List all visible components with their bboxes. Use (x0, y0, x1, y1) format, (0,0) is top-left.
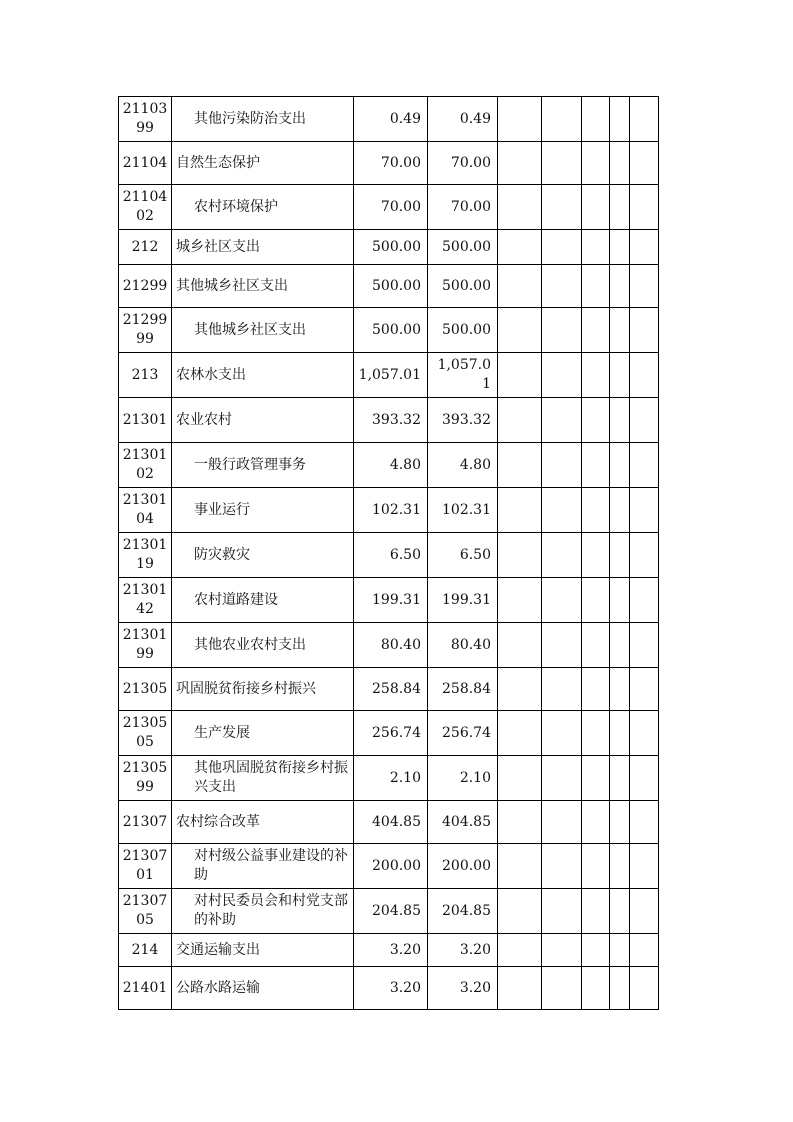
amount-cell: 256.74 (354, 711, 428, 756)
amount-cell: 70.00 (428, 142, 498, 185)
amount-cell: 258.84 (354, 668, 428, 711)
empty-cell (582, 844, 610, 889)
empty-cell (498, 711, 542, 756)
empty-cell (498, 308, 542, 353)
empty-cell (498, 353, 542, 398)
empty-cell (630, 801, 659, 844)
empty-cell (582, 533, 610, 578)
amount-cell: 70.00 (428, 185, 498, 230)
amount-cell: 199.31 (354, 578, 428, 623)
amount-cell: 200.00 (354, 844, 428, 889)
table-row (119, 265, 659, 308)
empty-cell (610, 801, 630, 844)
amount-cell: 80.40 (428, 623, 498, 668)
account-name-cell: 其他城乡社区支出 (172, 308, 354, 353)
account-code-cell: 21104 (119, 142, 172, 185)
account-code-cell: 213 (119, 353, 172, 398)
table-row (119, 398, 659, 443)
empty-cell (542, 443, 582, 488)
amount-cell: 70.00 (354, 185, 428, 230)
empty-cell (630, 265, 659, 308)
account-name-cell: 其他污染防治支出 (172, 97, 354, 142)
table-row (119, 756, 659, 801)
empty-cell (582, 443, 610, 488)
empty-cell (610, 533, 630, 578)
empty-cell (498, 97, 542, 142)
empty-cell (630, 443, 659, 488)
account-code-cell: 2130599 (119, 756, 172, 801)
empty-cell (542, 488, 582, 533)
empty-cell (630, 185, 659, 230)
empty-cell (610, 185, 630, 230)
amount-cell: 199.31 (428, 578, 498, 623)
table-row (119, 623, 659, 668)
empty-cell (542, 353, 582, 398)
empty-cell (498, 443, 542, 488)
empty-cell (498, 801, 542, 844)
empty-cell (498, 623, 542, 668)
empty-cell (610, 668, 630, 711)
amount-cell: 204.85 (354, 889, 428, 934)
empty-cell (630, 623, 659, 668)
empty-cell (542, 533, 582, 578)
empty-cell (498, 967, 542, 1010)
empty-cell (542, 398, 582, 443)
empty-cell (498, 488, 542, 533)
account-code-cell: 2110399 (119, 97, 172, 142)
amount-cell: 70.00 (354, 142, 428, 185)
account-code-cell: 21305 (119, 668, 172, 711)
empty-cell (498, 844, 542, 889)
amount-cell: 404.85 (428, 801, 498, 844)
empty-cell (542, 230, 582, 265)
empty-cell (610, 488, 630, 533)
empty-cell (582, 398, 610, 443)
empty-cell (542, 711, 582, 756)
table-row (119, 308, 659, 353)
table-row (119, 230, 659, 265)
empty-cell (498, 230, 542, 265)
empty-cell (498, 668, 542, 711)
account-name-cell: 一般行政管理事务 (172, 443, 354, 488)
empty-cell (630, 711, 659, 756)
amount-cell: 0.49 (428, 97, 498, 142)
amount-cell: 4.80 (428, 443, 498, 488)
empty-cell (630, 934, 659, 967)
empty-cell (542, 668, 582, 711)
empty-cell (610, 967, 630, 1010)
empty-cell (630, 308, 659, 353)
empty-cell (542, 889, 582, 934)
empty-cell (498, 934, 542, 967)
table-row (119, 967, 659, 1010)
account-code-cell: 2130505 (119, 711, 172, 756)
empty-cell (582, 230, 610, 265)
table-row (119, 443, 659, 488)
empty-cell (582, 668, 610, 711)
account-code-cell: 2129999 (119, 308, 172, 353)
empty-cell (498, 185, 542, 230)
account-code-cell: 214 (119, 934, 172, 967)
table-row (119, 844, 659, 889)
empty-cell (582, 711, 610, 756)
empty-cell (542, 578, 582, 623)
empty-cell (582, 967, 610, 1010)
account-name-cell: 事业运行 (172, 488, 354, 533)
empty-cell (498, 533, 542, 578)
empty-cell (630, 142, 659, 185)
empty-cell (610, 889, 630, 934)
empty-cell (582, 934, 610, 967)
account-name-cell: 巩固脱贫衔接乡村振兴 (172, 668, 354, 711)
empty-cell (630, 756, 659, 801)
empty-cell (610, 97, 630, 142)
table-row (119, 185, 659, 230)
account-name-cell: 农村环境保护 (172, 185, 354, 230)
amount-cell: 102.31 (428, 488, 498, 533)
account-code-cell: 2130199 (119, 623, 172, 668)
empty-cell (498, 265, 542, 308)
account-code-cell: 2130104 (119, 488, 172, 533)
amount-cell: 204.85 (428, 889, 498, 934)
empty-cell (610, 308, 630, 353)
empty-cell (582, 889, 610, 934)
account-name-cell: 防灾救灾 (172, 533, 354, 578)
account-code-cell: 21301 (119, 398, 172, 443)
budget-table (118, 96, 659, 1010)
empty-cell (582, 97, 610, 142)
empty-cell (542, 623, 582, 668)
account-name-cell: 城乡社区支出 (172, 230, 354, 265)
empty-cell (610, 443, 630, 488)
amount-cell: 1,057.01 (428, 353, 498, 398)
table-row (119, 711, 659, 756)
empty-cell (542, 142, 582, 185)
account-code-cell: 2130142 (119, 578, 172, 623)
account-code-cell: 2130102 (119, 443, 172, 488)
empty-cell (498, 756, 542, 801)
table-row (119, 353, 659, 398)
empty-cell (610, 353, 630, 398)
amount-cell: 258.84 (428, 668, 498, 711)
amount-cell: 500.00 (428, 308, 498, 353)
empty-cell (610, 398, 630, 443)
empty-cell (582, 353, 610, 398)
account-name-cell: 对村级公益事业建设的补助 (172, 844, 354, 889)
empty-cell (630, 668, 659, 711)
account-code-cell: 2130705 (119, 889, 172, 934)
account-name-cell: 交通运输支出 (172, 934, 354, 967)
empty-cell (630, 967, 659, 1010)
empty-cell (582, 578, 610, 623)
account-name-cell: 其他巩固脱贫衔接乡村振兴支出 (172, 756, 354, 801)
empty-cell (542, 801, 582, 844)
budget-table-body (119, 97, 659, 1010)
amount-cell: 6.50 (354, 533, 428, 578)
amount-cell: 80.40 (354, 623, 428, 668)
empty-cell (610, 230, 630, 265)
amount-cell: 500.00 (428, 265, 498, 308)
amount-cell: 102.31 (354, 488, 428, 533)
account-name-cell: 对村民委员会和村党支部的补助 (172, 889, 354, 934)
amount-cell: 1,057.01 (354, 353, 428, 398)
amount-cell: 256.74 (428, 711, 498, 756)
amount-cell: 200.00 (428, 844, 498, 889)
empty-cell (630, 889, 659, 934)
amount-cell: 393.32 (428, 398, 498, 443)
empty-cell (610, 623, 630, 668)
table-row (119, 668, 659, 711)
account-name-cell: 自然生态保护 (172, 142, 354, 185)
empty-cell (610, 711, 630, 756)
table-row (119, 97, 659, 142)
empty-cell (498, 578, 542, 623)
empty-cell (542, 265, 582, 308)
empty-cell (542, 97, 582, 142)
table-row (119, 142, 659, 185)
empty-cell (630, 353, 659, 398)
account-code-cell: 2130701 (119, 844, 172, 889)
table-row (119, 578, 659, 623)
amount-cell: 6.50 (428, 533, 498, 578)
empty-cell (610, 756, 630, 801)
empty-cell (630, 398, 659, 443)
empty-cell (630, 230, 659, 265)
account-code-cell: 212 (119, 230, 172, 265)
empty-cell (542, 967, 582, 1010)
empty-cell (582, 308, 610, 353)
amount-cell: 500.00 (428, 230, 498, 265)
amount-cell: 404.85 (354, 801, 428, 844)
empty-cell (630, 488, 659, 533)
amount-cell: 3.20 (354, 934, 428, 967)
amount-cell: 3.20 (428, 934, 498, 967)
empty-cell (582, 756, 610, 801)
account-code-cell: 21401 (119, 967, 172, 1010)
amount-cell: 3.20 (428, 967, 498, 1010)
empty-cell (630, 97, 659, 142)
empty-cell (542, 844, 582, 889)
empty-cell (610, 934, 630, 967)
account-code-cell: 21307 (119, 801, 172, 844)
account-name-cell: 农村道路建设 (172, 578, 354, 623)
amount-cell: 2.10 (354, 756, 428, 801)
account-code-cell: 21299 (119, 265, 172, 308)
amount-cell: 393.32 (354, 398, 428, 443)
empty-cell (610, 142, 630, 185)
amount-cell: 2.10 (428, 756, 498, 801)
account-code-cell: 2110402 (119, 185, 172, 230)
empty-cell (582, 623, 610, 668)
empty-cell (498, 142, 542, 185)
amount-cell: 4.80 (354, 443, 428, 488)
amount-cell: 500.00 (354, 265, 428, 308)
account-name-cell: 公路水路运输 (172, 967, 354, 1010)
empty-cell (542, 308, 582, 353)
empty-cell (582, 801, 610, 844)
account-name-cell: 农业农村 (172, 398, 354, 443)
empty-cell (630, 533, 659, 578)
empty-cell (610, 844, 630, 889)
account-code-cell: 2130119 (119, 533, 172, 578)
empty-cell (498, 398, 542, 443)
table-row (119, 889, 659, 934)
empty-cell (542, 756, 582, 801)
amount-cell: 500.00 (354, 308, 428, 353)
empty-cell (582, 265, 610, 308)
empty-cell (498, 889, 542, 934)
amount-cell: 3.20 (354, 967, 428, 1010)
table-row (119, 801, 659, 844)
empty-cell (542, 185, 582, 230)
empty-cell (582, 488, 610, 533)
account-name-cell: 其他农业农村支出 (172, 623, 354, 668)
account-name-cell: 农村综合改革 (172, 801, 354, 844)
amount-cell: 500.00 (354, 230, 428, 265)
empty-cell (630, 844, 659, 889)
account-name-cell: 生产发展 (172, 711, 354, 756)
empty-cell (582, 185, 610, 230)
table-row (119, 488, 659, 533)
amount-cell: 0.49 (354, 97, 428, 142)
table-row (119, 533, 659, 578)
empty-cell (582, 142, 610, 185)
empty-cell (630, 578, 659, 623)
empty-cell (610, 265, 630, 308)
account-name-cell: 其他城乡社区支出 (172, 265, 354, 308)
account-name-cell: 农林水支出 (172, 353, 354, 398)
table-row (119, 934, 659, 967)
empty-cell (610, 578, 630, 623)
empty-cell (542, 934, 582, 967)
